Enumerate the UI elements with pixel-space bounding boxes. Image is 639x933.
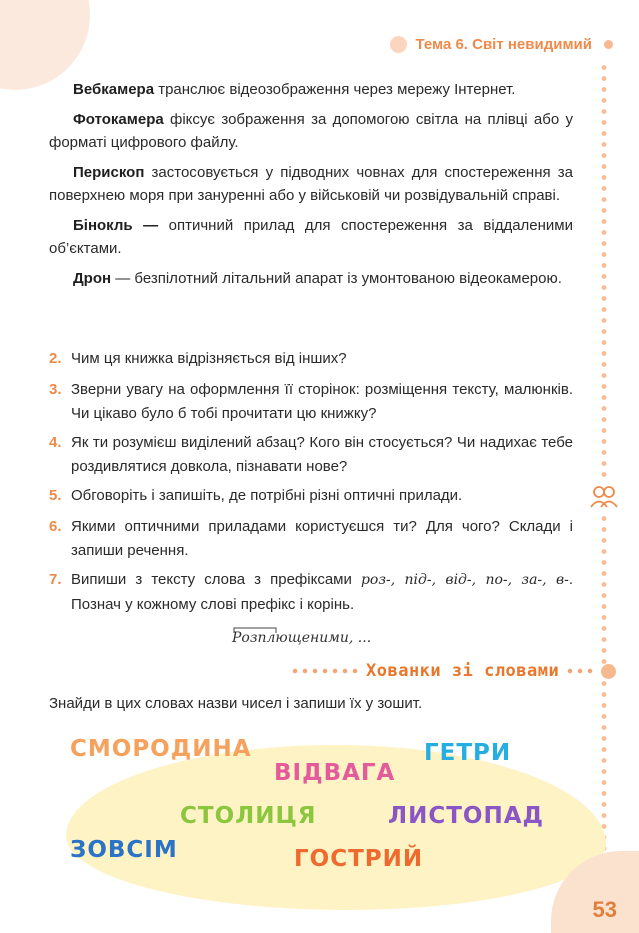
header-small-dot-icon	[604, 40, 613, 49]
definition-text: оптичний прилад для спостереження за віддаленими об’єктами.	[49, 216, 573, 257]
task-text: Обговоріть і запишіть, де потрібні різні оптичні прилади.	[71, 487, 463, 504]
definitions-block	[49, 78, 573, 290]
header-dot-icon	[390, 36, 407, 53]
task-item	[49, 484, 573, 508]
task-text-part: . Познач у кожному слові префікс і корінь.	[71, 571, 573, 613]
topic-header	[390, 36, 613, 53]
task-item	[49, 568, 573, 616]
definition-term: Дрон	[73, 269, 112, 287]
task-number: 6.	[49, 518, 62, 535]
task-item	[49, 431, 573, 478]
definition-text: застосовується у підводних човнах для спостереження за поверхнею моря при зануренні або у військовій чи розвідувальній справі.	[49, 163, 573, 204]
task-text: Якими оптичними приладами користуєшся ти? Для чого? Склади і запиши речення.	[71, 518, 573, 559]
definition-paragraph	[49, 267, 573, 291]
example-word: Розплющеними, ...	[232, 630, 372, 646]
definition-term: Фотокамера	[73, 110, 164, 128]
pair-work-icon	[588, 480, 620, 512]
definition-term: Бінокль —	[73, 216, 159, 234]
page-number: 53	[592, 897, 617, 922]
word-hostryi: ГОСТРИЙ	[294, 846, 424, 872]
task-text-part: Випиши з тексту слова з префіксами	[71, 571, 361, 588]
definition-paragraph	[49, 108, 573, 155]
definition-text: — безпілотний літальний апарат із умонтованою відеокамерою.	[111, 269, 562, 287]
task-number: 4.	[49, 434, 62, 451]
word-zovsim: ЗОВСІМ	[70, 837, 178, 863]
topic-title: Тема 6. Світ невидимий	[415, 36, 592, 53]
definition-term: Перископ	[73, 163, 145, 181]
section-dots-icon	[565, 666, 595, 676]
prefix-list: роз-, під-, від-, по-, за-, в-	[360, 572, 569, 588]
word-vidvaha: ВІДВАГА	[274, 760, 396, 786]
instruction-text: Знайди в цих словах назви чисел і запиши їх у зошит.	[49, 695, 423, 712]
task-text	[49, 568, 573, 616]
task-item	[49, 347, 573, 371]
task-text: Як ти розумієш виділений абзац? Кого він стосується? Чи надихає тебе роздивлятися довкола, пізнавати нове?	[71, 434, 573, 475]
task-text: Зверни увагу на оформлення її сторінок: розміщення тексту, малюнків. Чи цікаво було б тобі прочитати цю книжку?	[71, 381, 573, 422]
task-number: 2.	[49, 350, 62, 367]
definition-term: Вебкамера	[73, 81, 155, 98]
word-stolytsia: СТОЛИЦЯ	[180, 803, 317, 829]
task-number: 5.	[49, 487, 62, 504]
section-header	[290, 661, 616, 681]
task-number: 3.	[49, 381, 62, 398]
section-dots-icon	[290, 666, 360, 676]
corner-decoration	[0, 0, 90, 90]
definition-paragraph	[49, 78, 573, 102]
word-hetry: ГЕТРИ	[424, 740, 512, 766]
word-lystopad: ЛИСТОПАД	[388, 803, 545, 829]
task-item	[49, 515, 573, 562]
side-dotted-line	[599, 62, 609, 884]
task-number: 7.	[49, 571, 62, 588]
task-text: Чим ця книжка відрізняється від інших?	[71, 350, 347, 367]
definition-paragraph	[49, 161, 573, 208]
definition-text: фіксує зображення за допомогою світла на плівці або у форматі цифрового файлу.	[49, 110, 573, 151]
section-title: Хованки зі словами	[366, 661, 560, 681]
section-dot-icon	[601, 664, 616, 679]
definition-paragraph	[49, 214, 573, 261]
definition-text: транслює відеозображення через мережу Інтернет.	[154, 81, 516, 98]
word-smorodyna: СМОРОДИНА	[70, 736, 252, 762]
task-item	[49, 378, 573, 425]
